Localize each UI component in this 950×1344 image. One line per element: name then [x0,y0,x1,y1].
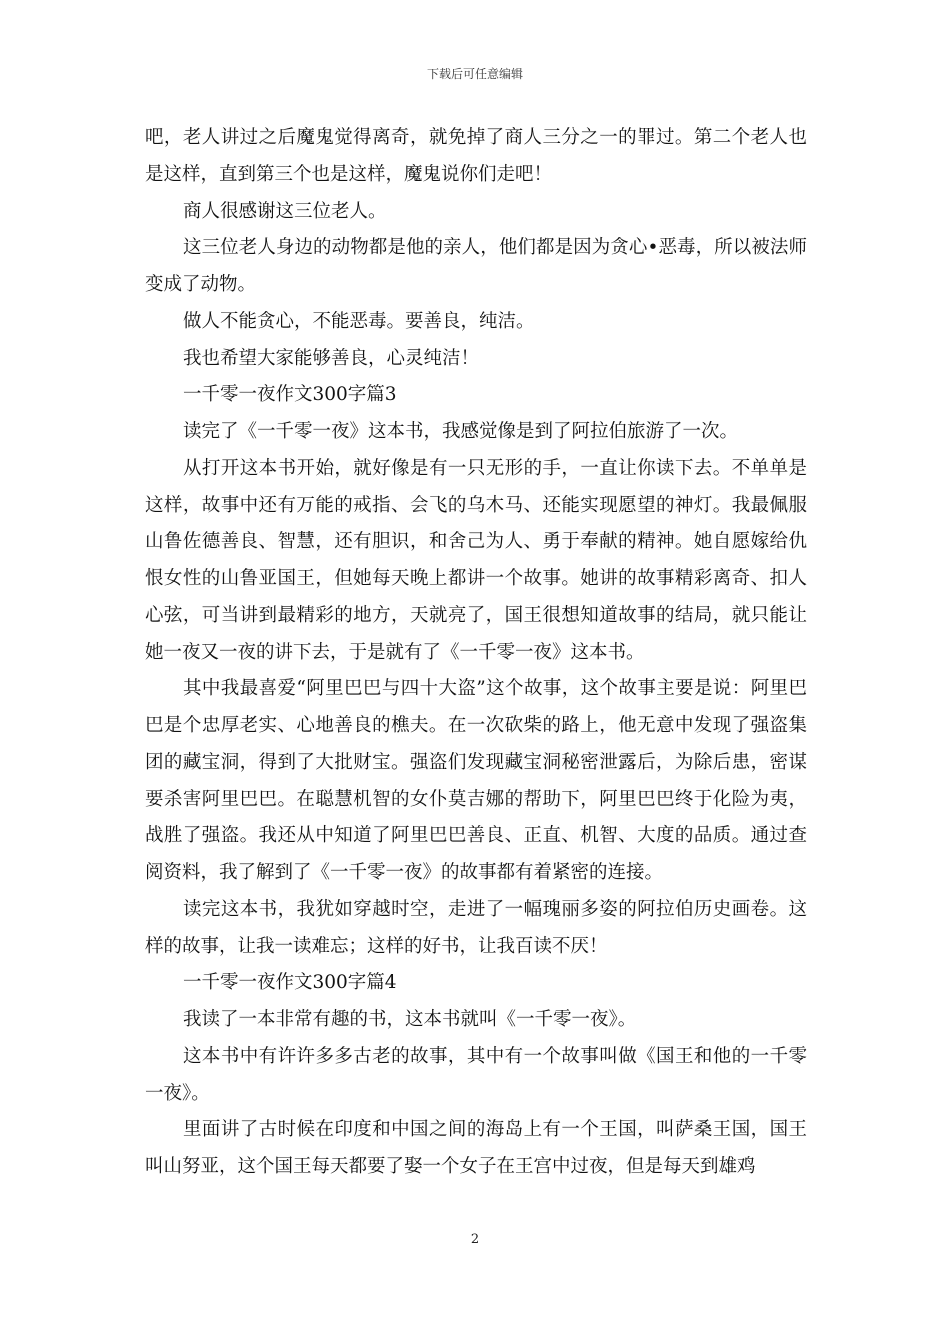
paragraph: 读完了《一千零一夜》这本书，我感觉像是到了阿拉伯旅游了一次。 [183,421,739,442]
paragraph: 读完这本书，我犹如穿越时空，走进了一幅瑰丽多姿的阿拉伯历史画卷。这样的故事，让我一读难忘；这样的好书，让我百读不厌！ [145,898,807,957]
section-heading: 一千零一夜作文300字篇3 [183,384,397,406]
document-body [145,120,807,1186]
page-number: 2 [470,1232,480,1247]
paragraph: 从打开这本书开始，就好像是有一只无形的手，一直让你读下去。不单单是这样，故事中还有万能的戒指、会飞的乌木马、还能实现愿望的神灯。我最佩服山鲁佐德善良、智慧，还有胆识，和舍己为人、勇于奉献的精神。她自愿嫁给仇恨女性的山鲁亚国王，但她每天晚上都讲一个故事。她讲的故事精彩离奇、扣人心弦，可当讲到最精彩的地方，天就亮了，国王很想知道故事的结局，就只能让她一夜又一夜的讲下去，于是就有了《一千零一夜》这本书。 [145,457,807,663]
page-header: 下载后可任意编辑 [426,67,523,81]
paragraph: 我也希望大家能够善良，心灵纯洁！ [183,347,480,369]
paragraph: 做人不能贪心，不能恶毒。要善良，纯洁。 [183,310,535,332]
paragraph: 商人很感谢这三位老人。 [183,200,387,222]
paragraph: 我读了一本非常有趣的书，这本书就叫《一千零一夜》。 [183,1009,637,1030]
section-heading: 一千零一夜作文300字篇4 [183,972,397,994]
paragraph: 这本书中有许许多多古老的故事，其中有一个故事叫做《国王和他的一千零一夜》。 [145,1045,807,1104]
paragraph: 这三位老人身边的动物都是他的亲人，他们都是因为贪心•恶毒，所以被法师变成了动物。 [145,237,807,295]
paragraph: 里面讲了古时候在印度和中国之间的海岛上有一个王国，叫萨桑王国，国王叫山努亚，这个国王每天都要了娶一个女子在王宫中过夜，但是每天到雄鸡 [145,1119,807,1177]
paragraph: 吧，老人讲过之后魔鬼觉得离奇，就免掉了商人三分之一的罪过。第二个老人也是这样，直到第三个也是这样，魔鬼说你们走吧！ [145,127,807,185]
paragraph: 其中我最喜爱“阿里巴巴与四十大盗”这个故事，这个故事主要是说：阿里巴巴是个忠厚老实、心地善良的樵夫。在一次砍柴的路上，他无意中发现了强盗集团的藏宝洞，得到了大批财宝。强盗们发现藏宝洞秘密泄露后，为除后患，密谋要杀害阿里巴巴。在聪慧机智的女仆莫吉娜的帮助下，阿里巴巴终于化险为夷，战胜了强盗。我还从中知道了阿里巴巴善良、正直、机智、大度的品质。通过查阅资料，我了解到了《一千零一夜》的故事都有着紧密的连接。 [145,678,807,883]
